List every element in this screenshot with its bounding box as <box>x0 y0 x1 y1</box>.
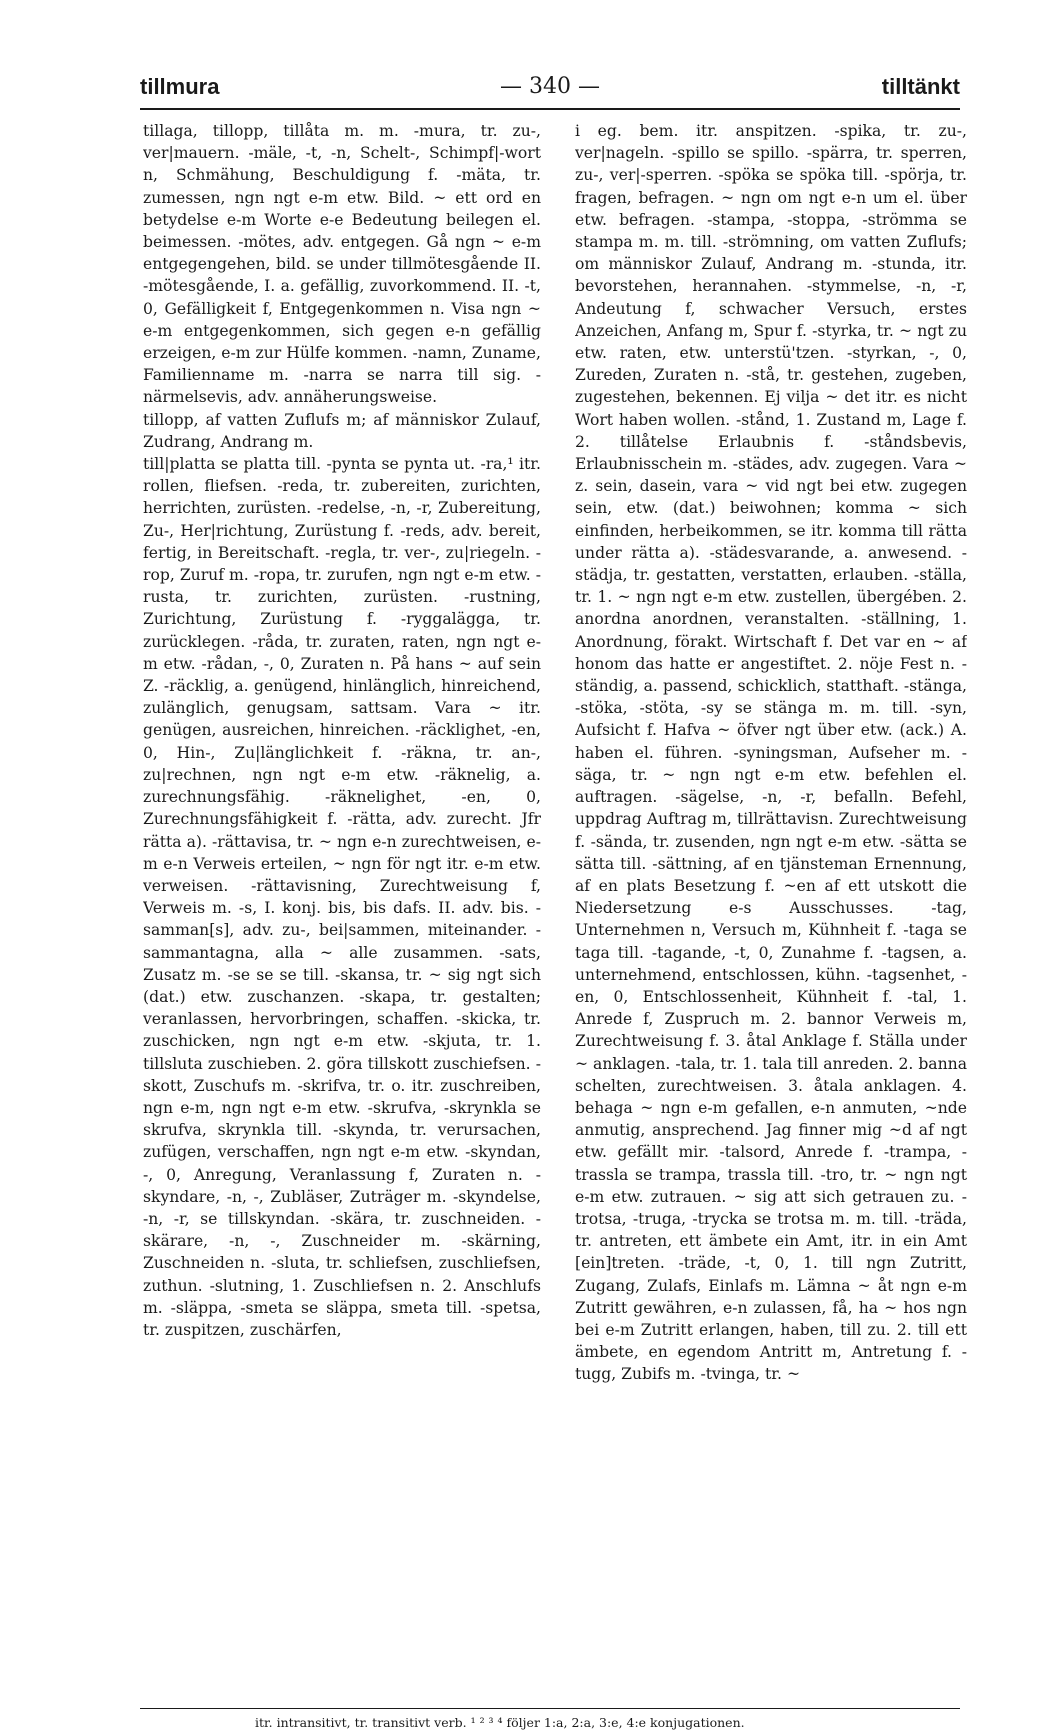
left-entry-1: tillaga, tillopp, tillåta m. m. -mura, tr. zu-, ver|mauern. -mäle, -t, -n, Schelt-, Schimpf|-wort n, Schmähung, Beschuldigung f. -mäta, tr. zumessen, ngn ngt e-m etw. Bild. ~ ett ord en betydelse e-m Worte e-e Bedeutung beilegen el. beimessen. -mötes, adv. entgegen. Gå ngn ~ e-m entgegengehen, bild. se under tillmötesgående II. -mötesgående, I. a. gefällig, zuvorkommend. II. -t, 0, Gefälligkeit f, Entgegenkommen n. Visa ngn ~ e-m entgegenkommen, sich gegen e-n gefällig erzeigen, e-m zur Hülfe kommen. -namn, Zuname, Familienname m. -narra se narra till sig. -närmelsevis, adv. annäherungsweise. <box>143 122 541 407</box>
page-footer <box>255 1714 975 1732</box>
header-left-word: tillmura <box>140 74 220 99</box>
right-column <box>575 120 967 1690</box>
right-entry-1: i eg. bem. itr. anspitzen. -spika, tr. zu-, ver|nageln. -spillo se spillo. -spärra, tr. sperren, zu-, ver|-sperren. -spöka se spöka till. -spörja, tr. fragen, befragen. ~ ngn om ngt e-n um el. über etw. befragen. -stampa, -stoppa, -strömma se stampa m. m. till. -strömning, om vatten Zuflufs; om människor Zulauf, Andrang m. -stunda, itr. bevorstehen, herannahen. -stymmelse, -n, -r, Andeutung f, schwacher Versuch, erstes Anzeichen, Anfang m, Spur f. -styrka, tr. ~ ngt zu etw. raten, etw. unterstü'tzen. -styrkan, -, 0, Zureden, Zuraten n. -stå, tr. gestehen, zugeben, zugestehen, bekennen. Ej vilja ~ det itr. es nicht Wort haben wollen. -stånd, 1. Zustand m, Lage f. 2. tillåtelse Erlaubnis f. -ståndsbevis, Erlaubnisschein m. -städes, adv. zugegen. Vara ~ z. sein, dasein, vara ~ vid ngt bei etw. zugegen sein, etw. (dat.) beiwohnen; komma ~ sich einfinden, herbeikommen, se itr. komma till rätta under rätta a). -städesvarande, a. anwesend. -städja, tr. gestatten, verstatten, erlauben. -ställa, tr. 1. ~ ngn ngt e-m etw. zustellen, übergében. 2. anordna anordnen, veranstalten. -ställning, 1. Anordnung, förakt. Wirtschaft f. Det var en ~ af honom das hatte er angestiftet. 2. nöje Fest n. -ständig, a. passend, schicklich, statthaft. -stänga, -stöka, -stöta, -sy se stänga m. m. till. -syn, Aufsicht f. Hafva ~ öfver ngt über etw. (ack.) A. haben el. führen. -syningsman, Aufseher m. -säga, tr. ~ ngn ngt e-m etw. befehlen el. auftragen. -sägelse, -n, -r, befalln. Befehl, uppdrag Auftrag m, tillrättavisn. Zurechtweisung f. -sända, tr. zusenden, ngn ngt e-m etw. -sätta se sätta till. -sättning, af en tjänsteman Ernennung, af en plats Besetzung f. ~en af ett utskott die Niedersetzung e-s Ausschusses. -tag, Unternehmen n, Versuch m, Kühnheit f. -taga se taga till. -tagande, -t, 0, Zunahme f. -tagsen, a. unternehmend, entschlossen, kühn. -tagsenhet, -en, 0, Entschlossenheit, Kühnheit f. -tal, 1. Anrede f, Zuspruch m. 2. bannor Verweis m, Zurechtweisung f. 3. åtal Anklage f. Ställa under ~ anklagen. -tala, tr. 1. tala till anreden. 2. banna schelten, zurechtweisen. 3. åtala anklagen. 4. behaga ~ ngn e-m gefallen, e-n anmuten, ~nde anmutig, ansprechend. Jag finner mig ~d af ngt etw. gefällt mir. -talsord, Anrede f. -trampa, -trassla se trampa, trassla till. -tro, tr. ~ ngn ngt e-m etw. zutrauen. ~ sig att sich getrauen zu. -trotsa, -truga, -trycka se trotsa m. m. till. -träda, tr. antreten, ett ämbete ein Amt, itr. in ein Amt [ein]treten. -träde, -t, 0, 1. till ngn Zutritt, Zugang, Zulafs, Einlafs m. Lämna ~ åt ngn e-m Zutritt gewähren, e-n zulassen, få, ha ~ hos ngn bei e-m Zutritt erlangen, haben, till zu. 2. till ett ämbete, en egendom Antritt m, Antretung f. -tugg, Zubifs m. -tvinga, tr. ~ <box>575 122 967 1384</box>
page-number: — 340 — <box>500 74 600 99</box>
left-column <box>143 120 541 1690</box>
footer-conjugation-note: ¹ ² ³ ⁴ följer 1:a, 2:a, 3:e, 4:e konjugationen. <box>470 1715 745 1730</box>
page-header <box>140 74 960 104</box>
footer-rule <box>140 1708 960 1709</box>
header-right-word: tilltänkt <box>881 74 960 99</box>
header-rule <box>140 108 960 110</box>
footer-abbrev-itr: itr. intransitivt, <box>255 1715 351 1730</box>
left-entry-3: till|platta se platta till. -pynta se pynta ut. -ra,¹ itr. rollen, fliefsen. -reda, tr. zubereiten, zurichten, herrichten, zurüsten. -redelse, -n, -r, Zubereitung, Zu-, Her|richtung, Zurüstung f. -reds, adv. bereit, fertig, in Bereitschaft. -regla, tr. ver-, zu|riegeln. -rop, Zuruf m. -ropa, tr. zurufen, ngn ngt e-m etw. -rusta, tr. zurichten, zurüsten. -rustning, Zurichtung, Zurüstung f. -ryggalägga, tr. zurücklegen. -råda, tr. zuraten, raten, ngn ngt e-m etw. -rådan, -, 0, Zuraten n. På hans ~ auf sein Z. -räcklig, a. genügend, hinlänglich, hinreichend, zulänglich, genugsam, sattsam. Vara ~ itr. genügen, ausreichen, hinreichen. -räcklighet, -en, 0, Hin-, Zu|länglichkeit f. -räkna, tr. an-, zu|rechnen, ngn ngt e-m etw. -räknelig, a. zurechnungsfähig. -räknelighet, -en, 0, Zurechnungsfähigkeit f. -rätta, adv. zurecht. Jfr rätta a). -rättavisa, tr. ~ ngn e-n zurechtweisen, e-m e-n Verweis erteilen, ~ ngn för ngt itr. e-m etw. verweisen. -rättavisning, Zurechtweisung f, Verweis m. -s, I. konj. bis, bis dafs. II. adv. bis. -samman[s], adv. zu-, bei|sammen, miteinander. -sammantagna, alla ~ alle zusammen. -sats, Zusatz m. -se se se till. -skansa, tr. ~ sig ngt sich (dat.) etw. zuschanzen. -skapa, tr. gestalten; veranlassen, hervorbringen, schaffen. -skicka, tr. zuschicken, ngn ngt e-m etw. -skjuta, tr. 1. tillsluta zuschieben. 2. göra tillskott zuschiefsen. -skott, Zuschufs m. -skrifva, tr. o. itr. zuschreiben, ngn e-m, ngn ngt e-m etw. -skrufva, -skrynkla se skrufva, skrynkla till. -skynda, tr. verursachen, zufügen, verschaffen, ngn ngt e-m etw. -skyndan, -, 0, Anregung, Veranlassung f, Zuraten n. -skyndare, -n, -, Zubläser, Zuträger m. -skyndelse, -n, -r, se tillskyndan. -skära, tr. zuschneiden. -skärare, -n, -, Zuschneider m. -skärning, Zuschneiden n. -sluta, tr. schliefsen, zuschliefsen, zuthun. -slutning, 1. Zuschliefsen n. 2. Anschlufs m. -släppa, -smeta se släppa, smeta till. -spetsa, tr. zuspitzen, zuschärfen, <box>143 455 541 1339</box>
left-entry-2: tillopp, af vatten Zuflufs m; af människor Zulauf, Zudrang, Andrang m. <box>143 410 541 451</box>
footer-abbrev-tr: tr. transitivt verb. <box>354 1715 467 1730</box>
